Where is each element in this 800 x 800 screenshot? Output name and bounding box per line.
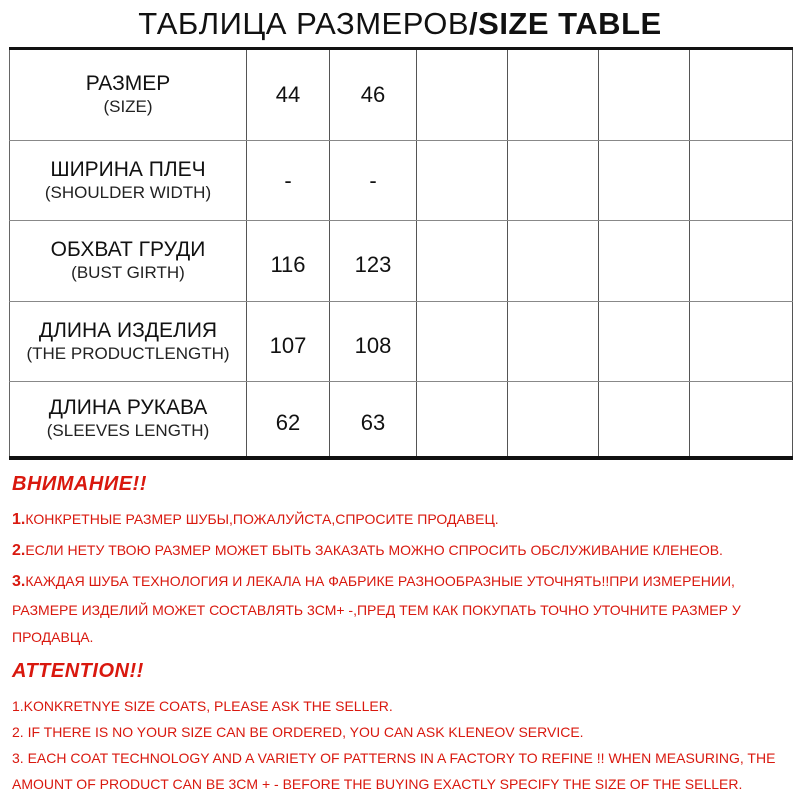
size-value-cell bbox=[508, 221, 599, 302]
attention-heading-en: ATTENTION!! bbox=[12, 660, 144, 682]
notes-section bbox=[12, 470, 792, 797]
row-label-ru: ШИРИНА ПЛЕЧ bbox=[50, 157, 206, 181]
size-value-cell bbox=[599, 221, 690, 302]
row-label-cell bbox=[10, 141, 247, 221]
size-value-cell bbox=[690, 49, 793, 141]
size-value-cell: 108 bbox=[330, 302, 417, 382]
size-value-cell bbox=[508, 382, 599, 458]
size-value-cell: 107 bbox=[247, 302, 330, 382]
size-value-cell bbox=[508, 49, 599, 141]
size-value-cell bbox=[690, 221, 793, 302]
note-number: 2. bbox=[12, 542, 26, 559]
size-value-cell bbox=[508, 302, 599, 382]
ru-note-3-cont1: РАЗМЕРЕ ИЗДЕЛИЙ МОЖЕТ СОСТАВЛЯТЬ 3СМ+ -,ПРЕД ТЕМ КАК ПОКУПАТЬ ТОЧНО УТОЧНИТЕ РАЗМЕР У bbox=[12, 602, 741, 618]
note-number: 3. bbox=[12, 573, 26, 590]
note-text: КАЖДАЯ ШУБА ТЕХНОЛОГИЯ И ЛЕКАЛА НА ФАБРИКЕ РАЗНООБРАЗНЫЕ УТОЧНЯТЬ!!ПРИ ИЗМЕРЕНИИ, bbox=[25, 573, 735, 589]
row-label-en: (SLEEVES LENGTH) bbox=[46, 420, 210, 440]
size-value-cell: 63 bbox=[330, 382, 417, 458]
note-text: КОНКРЕТНЫЕ РАЗМЕР ШУБЫ,ПОЖАЛУЙСТА,СПРОСИТЕ ПРОДАВЕЦ. bbox=[25, 511, 499, 527]
row-label-ru: РАЗМЕР bbox=[85, 72, 171, 95]
row-label-cell bbox=[10, 49, 247, 141]
size-value-cell bbox=[417, 221, 508, 302]
size-value-cell bbox=[417, 382, 508, 458]
size-value-cell: 116 bbox=[247, 221, 330, 302]
title-en: SIZE TABLE bbox=[478, 6, 662, 41]
size-table-row bbox=[10, 382, 793, 458]
size-value-cell bbox=[599, 141, 690, 221]
size-table-row bbox=[10, 302, 793, 382]
size-table-row bbox=[10, 221, 793, 302]
size-value-cell bbox=[690, 302, 793, 382]
size-value-cell bbox=[599, 382, 690, 458]
ru-note-3-cont2: ПРОДАВЦА. bbox=[12, 629, 94, 645]
size-table-row bbox=[10, 141, 793, 221]
ru-note-2 bbox=[12, 535, 792, 566]
attention-heading-ru: ВНИМАНИЕ!! bbox=[12, 473, 147, 495]
ru-note-1 bbox=[12, 504, 792, 535]
size-value-cell bbox=[417, 141, 508, 221]
size-value-cell: 44 bbox=[247, 49, 330, 141]
page-title bbox=[0, 6, 800, 42]
size-value-cell bbox=[417, 302, 508, 382]
en-note-line-3: 3. EACH COAT TECHNOLOGY AND A VARIETY OF PATTERNS IN A FACTORY TO REFINE !! WHEN MEASURING, THE bbox=[12, 750, 776, 766]
size-value-cell bbox=[690, 382, 793, 458]
row-label-en: (SIZE) bbox=[103, 97, 153, 116]
size-value-cell bbox=[417, 49, 508, 141]
title-slash: / bbox=[469, 6, 479, 41]
en-note-line-2: 2. IF THERE IS NO YOUR SIZE CAN BE ORDERED, YOU CAN ASK KLENEOV SERVICE. bbox=[12, 724, 584, 740]
size-table bbox=[9, 47, 793, 460]
row-label-ru: ДЛИНА ИЗДЕЛИЯ bbox=[38, 318, 218, 342]
note-text: ЕСЛИ НЕТУ ТВОЮ РАЗМЕР МОЖЕТ БЫТЬ ЗАКАЗАТЬ МОЖНО СПРОСИТЬ ОБСЛУЖИВАНИЕ КЛЕНЕОВ. bbox=[25, 542, 723, 558]
size-value-cell: - bbox=[330, 141, 417, 221]
ru-note-3 bbox=[12, 566, 792, 597]
size-value-cell bbox=[599, 49, 690, 141]
note-number: 1. bbox=[12, 511, 26, 528]
size-table-row bbox=[10, 49, 793, 141]
size-value-cell bbox=[599, 302, 690, 382]
row-label-cell bbox=[10, 302, 247, 382]
en-note-line-4: AMOUNT OF PRODUCT CAN BE 3CM + - BEFORE THE BUYING EXACTLY SPECIFY THE SIZE OF THE SELLER. bbox=[12, 776, 743, 792]
row-label-en: (THE PRODUCTLENGTH) bbox=[26, 343, 230, 363]
size-value-cell: 62 bbox=[247, 382, 330, 458]
size-value-cell: 46 bbox=[330, 49, 417, 141]
size-value-cell: 123 bbox=[330, 221, 417, 302]
row-label-en: (BUST GIRTH) bbox=[71, 263, 185, 282]
row-label-cell bbox=[10, 221, 247, 302]
en-note-line-1: 1.KONKRETNYE SIZE COATS, PLEASE ASK THE SELLER. bbox=[12, 698, 393, 714]
size-value-cell: - bbox=[247, 141, 330, 221]
size-value-cell bbox=[690, 141, 793, 221]
row-label-ru: ДЛИНА РУКАВА bbox=[48, 395, 208, 419]
size-value-cell bbox=[508, 141, 599, 221]
row-label-ru: ОБХВАТ ГРУДИ bbox=[50, 238, 206, 261]
title-ru: ТАБЛИЦА РАЗМЕРОВ bbox=[138, 6, 470, 41]
row-label-cell bbox=[10, 382, 247, 458]
row-label-en: (SHOULDER WIDTH) bbox=[44, 182, 212, 202]
